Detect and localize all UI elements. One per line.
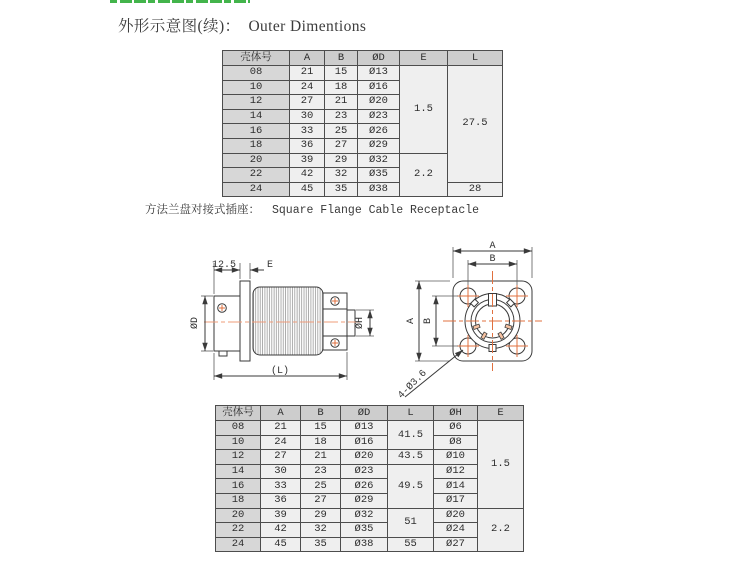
table-cell: 30 <box>261 464 301 479</box>
column-header: L <box>388 406 434 421</box>
table-cell: 29 <box>301 508 341 523</box>
table-cell: Ø32 <box>341 508 388 523</box>
merged-cell: 1.5 <box>478 421 524 509</box>
table-cell: 32 <box>301 523 341 538</box>
table-cell: Ø12 <box>434 464 478 479</box>
table-cell: Ø20 <box>358 95 400 110</box>
dimension-od <box>189 296 213 351</box>
svg-text:E: E <box>267 260 274 271</box>
column-header: 壳体号 <box>216 406 261 421</box>
table-cell: 27 <box>290 95 325 110</box>
merged-cell: 41.5 <box>388 421 434 450</box>
merged-cell: 27.5 <box>448 66 503 183</box>
column-header: L <box>448 51 503 66</box>
table-cell: 15 <box>301 421 341 436</box>
table-cell: Ø26 <box>341 479 388 494</box>
row-header: 16 <box>223 124 290 139</box>
table-row <box>216 537 524 552</box>
column-header: ØD <box>341 406 388 421</box>
table-cell: 24 <box>290 80 325 95</box>
section-heading <box>145 201 479 217</box>
table-cell: 27 <box>261 450 301 465</box>
table-cell: Ø10 <box>434 450 478 465</box>
table-cell: 27 <box>325 138 358 153</box>
table-cell: Ø29 <box>358 138 400 153</box>
row-header: 14 <box>223 109 290 124</box>
table-row <box>216 464 524 479</box>
table-cell: 45 <box>290 182 325 197</box>
merged-cell: 2.2 <box>478 508 524 552</box>
row-header: 16 <box>216 479 261 494</box>
row-header: 08 <box>216 421 261 436</box>
front-view-drawing <box>390 228 560 418</box>
svg-text:12.5: 12.5 <box>212 260 237 271</box>
column-header: A <box>261 406 301 421</box>
table-cell: 21 <box>261 421 301 436</box>
table-row <box>216 508 524 523</box>
table-row <box>216 435 524 450</box>
table-cell: Ø13 <box>358 66 400 81</box>
table-cell: 23 <box>325 109 358 124</box>
table-cell: Ø20 <box>341 450 388 465</box>
section-heading-en: Square Flange Cable Receptacle <box>272 204 480 217</box>
table-row <box>216 450 524 465</box>
table-row <box>216 493 524 508</box>
column-header: A <box>290 51 325 66</box>
svg-text:(L): (L) <box>270 366 290 377</box>
merged-cell: 49.5 <box>388 464 434 508</box>
row-header: 10 <box>223 80 290 95</box>
table-cell: Ø29 <box>341 493 388 508</box>
outer-dimensions-table-plug <box>222 50 503 197</box>
svg-text:4-Ø3.6: 4-Ø3.6 <box>396 368 430 402</box>
page-title-en: Outer Dimentions <box>248 18 367 35</box>
knurled-coupling-ring <box>253 287 323 355</box>
merged-cell: 51 <box>388 508 434 537</box>
dimension-e <box>250 260 273 279</box>
row-header: 20 <box>216 508 261 523</box>
table-row <box>223 182 503 197</box>
row-header: 12 <box>223 95 290 110</box>
column-header: B <box>301 406 341 421</box>
table-cell: Ø16 <box>341 435 388 450</box>
table-cell: 42 <box>290 168 325 183</box>
merged-cell: 55 <box>388 537 434 552</box>
table-cell: 36 <box>261 493 301 508</box>
table-cell: Ø32 <box>358 153 400 168</box>
column-header: 壳体号 <box>223 51 290 66</box>
row-header: 08 <box>223 66 290 81</box>
table-cell: 25 <box>301 479 341 494</box>
mounting-hole-callout <box>396 350 463 402</box>
table-cell: 24 <box>261 435 301 450</box>
table-cell: Ø35 <box>341 523 388 538</box>
table-cell: Ø20 <box>434 508 478 523</box>
dimension-oh <box>354 310 374 336</box>
svg-text:B: B <box>489 254 496 265</box>
table-cell: 21 <box>301 450 341 465</box>
dimension-12-5 <box>212 260 240 294</box>
table-cell: 25 <box>325 124 358 139</box>
table-cell: Ø26 <box>358 124 400 139</box>
column-header: B <box>325 51 358 66</box>
merged-cell: 2.2 <box>400 153 448 197</box>
table-cell: 30 <box>290 109 325 124</box>
page-title <box>118 14 366 36</box>
table-cell: 33 <box>290 124 325 139</box>
table-cell: 29 <box>325 153 358 168</box>
dimension-l <box>214 352 347 380</box>
table-cell: 32 <box>325 168 358 183</box>
table-cell: 36 <box>290 138 325 153</box>
row-header: 24 <box>223 182 290 197</box>
merged-cell: 43.5 <box>388 450 434 465</box>
clipped-green-heading <box>110 0 250 3</box>
table-cell: 45 <box>261 537 301 552</box>
table-row <box>216 523 524 538</box>
section-heading-cn: 方法兰盘对接式插座： <box>145 204 260 217</box>
row-header: 18 <box>216 493 261 508</box>
table-row <box>216 479 524 494</box>
side-view-drawing <box>188 232 388 387</box>
table-cell: Ø23 <box>358 109 400 124</box>
table-cell: Ø13 <box>341 421 388 436</box>
svg-text:B: B <box>423 317 434 325</box>
table-cell: Ø17 <box>434 493 478 508</box>
svg-text:ØH: ØH <box>355 316 366 330</box>
table-cell: Ø16 <box>358 80 400 95</box>
table-cell: 33 <box>261 479 301 494</box>
row-header: 18 <box>223 138 290 153</box>
table-cell: 42 <box>261 523 301 538</box>
table-row <box>216 421 524 436</box>
table-cell: 15 <box>325 66 358 81</box>
row-header: 20 <box>223 153 290 168</box>
row-header: 22 <box>223 168 290 183</box>
column-header: E <box>478 406 524 421</box>
row-header: 10 <box>216 435 261 450</box>
table-cell: 27 <box>301 493 341 508</box>
svg-text:A: A <box>406 317 417 325</box>
table-cell: 21 <box>290 66 325 81</box>
table-cell: 23 <box>301 464 341 479</box>
table-cell: 39 <box>261 508 301 523</box>
table-cell: 39 <box>290 153 325 168</box>
row-header: 12 <box>216 450 261 465</box>
table-cell: Ø35 <box>358 168 400 183</box>
merged-cell: 28 <box>448 182 503 197</box>
column-header: ØH <box>434 406 478 421</box>
table-cell: 21 <box>325 95 358 110</box>
table-cell: Ø27 <box>434 537 478 552</box>
flange-plate <box>240 281 250 361</box>
row-header: 14 <box>216 464 261 479</box>
column-header: ØD <box>358 51 400 66</box>
table-cell: Ø38 <box>358 182 400 197</box>
column-header: E <box>400 51 448 66</box>
table-cell: Ø14 <box>434 479 478 494</box>
table-cell: Ø6 <box>434 421 478 436</box>
table-cell: Ø38 <box>341 537 388 552</box>
table-cell: 18 <box>301 435 341 450</box>
table-cell: 18 <box>325 80 358 95</box>
page-title-cn: 外形示意图(续)： <box>118 18 241 35</box>
row-header: 24 <box>216 537 261 552</box>
svg-text:A: A <box>489 241 496 252</box>
connector-body <box>214 296 240 356</box>
table-cell: Ø8 <box>434 435 478 450</box>
table-cell: Ø23 <box>341 464 388 479</box>
table-row <box>223 66 503 81</box>
row-header: 22 <box>216 523 261 538</box>
table-cell: Ø24 <box>434 523 478 538</box>
table-cell: 35 <box>301 537 341 552</box>
outer-dimensions-table-receptacle <box>215 405 524 552</box>
svg-text:ØD: ØD <box>190 316 201 330</box>
merged-cell: 1.5 <box>400 66 448 154</box>
table-cell: 35 <box>325 182 358 197</box>
